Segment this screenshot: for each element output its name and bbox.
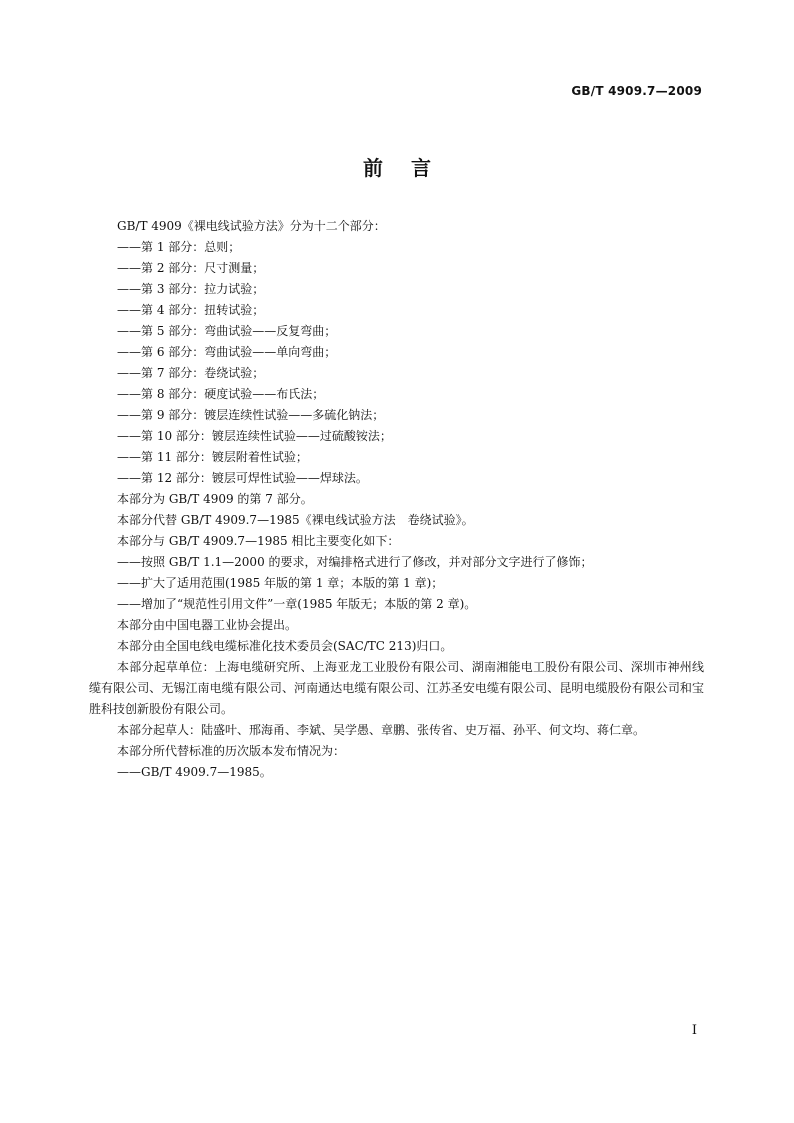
list-item: ——第 11 部分：镀层附着性试验； (117, 450, 308, 464)
list-item: ——第 2 部分：尺寸测量； (117, 261, 265, 275)
text-line: 本部分由全国电线电缆标准化技术委员会(SAC/TC 213)归口。 (117, 639, 453, 653)
text-line: GB/T 4909《裸电线试验方法》分为十二个部分： (117, 219, 386, 233)
page-number: I (691, 1023, 697, 1038)
document-body (89, 216, 704, 783)
list-item: ——第 10 部分：镀层连续性试验——过硫酸铵法； (117, 429, 392, 443)
list-item: ——第 6 部分：弯曲试验——单向弯曲； (117, 345, 337, 359)
text-line: 本部分所代替标准的历次版本发布情况为： (117, 744, 346, 758)
text-line: 本部分与 GB/T 4909.7—1985 相比主要变化如下： (117, 534, 400, 548)
list-item: ——增加了“规范性引用文件”一章(1985 年版无；本版的第 2 章)。 (117, 597, 477, 611)
list-item: ——第 4 部分：扭转试验； (117, 303, 265, 317)
list-item: ——第 8 部分：硬度试验——布氏法； (117, 387, 325, 401)
list-item: ——第 7 部分：卷绕试验； (117, 366, 265, 380)
text-line: 本部分由中国电器工业协会提出。 (117, 618, 298, 632)
list-item: ——第 9 部分：镀层连续性试验——多硫化钠法； (117, 408, 385, 422)
page-title: 前言 (363, 156, 459, 180)
text-line: 本部分为 GB/T 4909 的第 7 部分。 (117, 492, 313, 506)
list-item: ——第 12 部分：镀层可焊性试验——焊球法。 (117, 471, 368, 485)
list-item: ——第 5 部分：弯曲试验——反复弯曲； (117, 324, 337, 338)
list-item: ——按照 GB/T 1.1—2000 的要求，对编排格式进行了修改，并对部分文字进行了修饰； (117, 555, 593, 569)
list-item: ——第 1 部分：总则； (117, 240, 241, 254)
list-item: ——第 3 部分：拉力试验； (117, 282, 265, 296)
text-line: 本部分起草人：陆盛叶、邢海甬、李斌、吴学愚、章鹏、张传省、史万福、孙平、何文均、蒋仁章。 (117, 723, 646, 737)
list-item: ——扩大了适用范围(1985 年版的第 1 章；本版的第 1 章)； (117, 576, 444, 590)
drafting-units-paragraph: 本部分起草单位：上海电缆研究所、上海亚龙工业股份有限公司、湖南湘能电工股份有限公司、深圳市神州线缆有限公司、无锡江南电缆有限公司、河南通达电缆有限公司、江苏圣安电缆有限公司、昆明电缆股份有限公司和宝胜科技创新股份有限公司。 (89, 660, 704, 716)
standard-code: GB/T 4909.7—2009 (571, 84, 702, 98)
list-item: ——GB/T 4909.7—1985。 (117, 765, 272, 779)
text-line: 本部分代替 GB/T 4909.7—1985《裸电线试验方法 卷绕试验》。 (117, 513, 474, 527)
